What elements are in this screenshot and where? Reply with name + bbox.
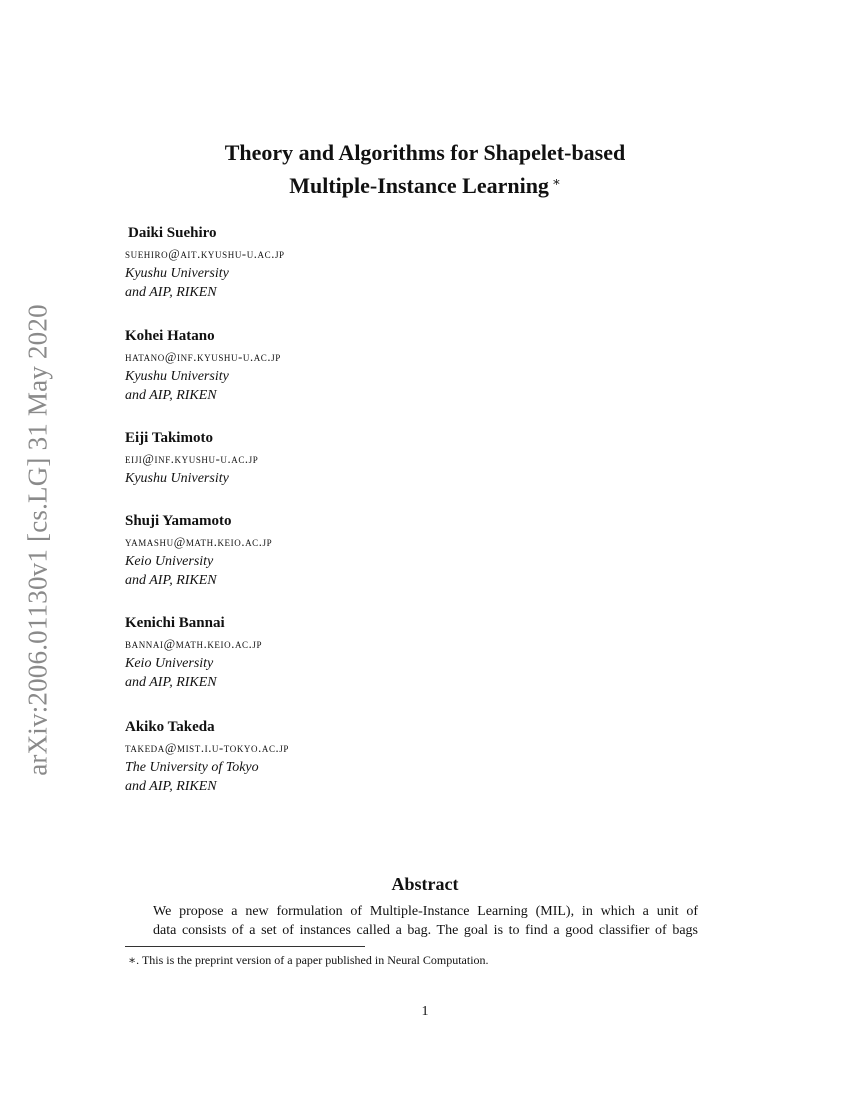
author-block: [125, 429, 258, 488]
author-block: [125, 224, 285, 302]
author-name: Shuji Yamamoto: [125, 513, 232, 529]
title-line-2-text: Multiple-Instance Learning: [289, 173, 549, 198]
abstract-line: We propose a new formulation of Multiple-Instance Learning (MIL), in which a unit of: [153, 904, 698, 919]
author-email: bannai@math.keio.ac.jp: [125, 637, 263, 651]
author-email: yamashu@math.keio.ac.jp: [125, 535, 273, 549]
author-block: [125, 614, 262, 692]
author-affiliation-secondary: and AIP, RIKEN: [125, 285, 217, 300]
author-email: eiji@inf.kyushu-u.ac.jp: [125, 452, 259, 466]
abstract-body: [153, 902, 698, 940]
author-affiliation: The University of Tokyo: [125, 760, 259, 775]
footnote: ∗. This is the preprint version of a paper published in Neural Computation.: [128, 953, 489, 967]
author-block: [125, 718, 289, 796]
abstract-line: data consists of a set of instances called a bag. The goal is to find a good classifier of bags: [153, 923, 698, 938]
author-email: takeda@mist.i.u-tokyo.ac.jp: [125, 741, 289, 755]
abstract-heading: Abstract: [391, 874, 459, 894]
author-affiliation-secondary: and AIP, RIKEN: [125, 675, 217, 690]
author-name: Eiji Takimoto: [125, 430, 213, 446]
author-affiliation: Kyushu University: [125, 369, 229, 384]
author-affiliation-secondary: and AIP, RIKEN: [125, 779, 217, 794]
author-affiliation: Keio University: [125, 554, 214, 569]
author-affiliation-secondary: and AIP, RIKEN: [125, 388, 217, 403]
author-affiliation: Kyushu University: [125, 266, 229, 281]
author-name: Kohei Hatano: [125, 328, 215, 344]
footnote-divider: [125, 946, 365, 947]
title-footnote-marker: ∗: [551, 174, 561, 189]
author-name: Kenichi Bannai: [125, 615, 225, 631]
paper-title: [0, 138, 850, 200]
author-block: [125, 512, 272, 590]
author-block: [125, 327, 281, 405]
author-email: hatano@inf.kyushu-u.ac.jp: [125, 350, 281, 364]
author-email: suehiro@ait.kyushu-u.ac.jp: [125, 247, 285, 261]
title-line-2: [0, 167, 850, 200]
arxiv-identifier-stamp: arXiv:2006.01130v1 [cs.LG] 31 May 2020: [22, 304, 53, 776]
author-name: Daiki Suehiro: [128, 225, 217, 241]
page-number: 1: [421, 1004, 429, 1019]
author-affiliation-secondary: and AIP, RIKEN: [125, 573, 217, 588]
author-affiliation: Keio University: [125, 656, 214, 671]
title-line-1: Theory and Algorithms for Shapelet-based: [224, 140, 626, 165]
author-name: Akiko Takeda: [125, 719, 215, 735]
author-affiliation: Kyushu University: [125, 471, 229, 486]
